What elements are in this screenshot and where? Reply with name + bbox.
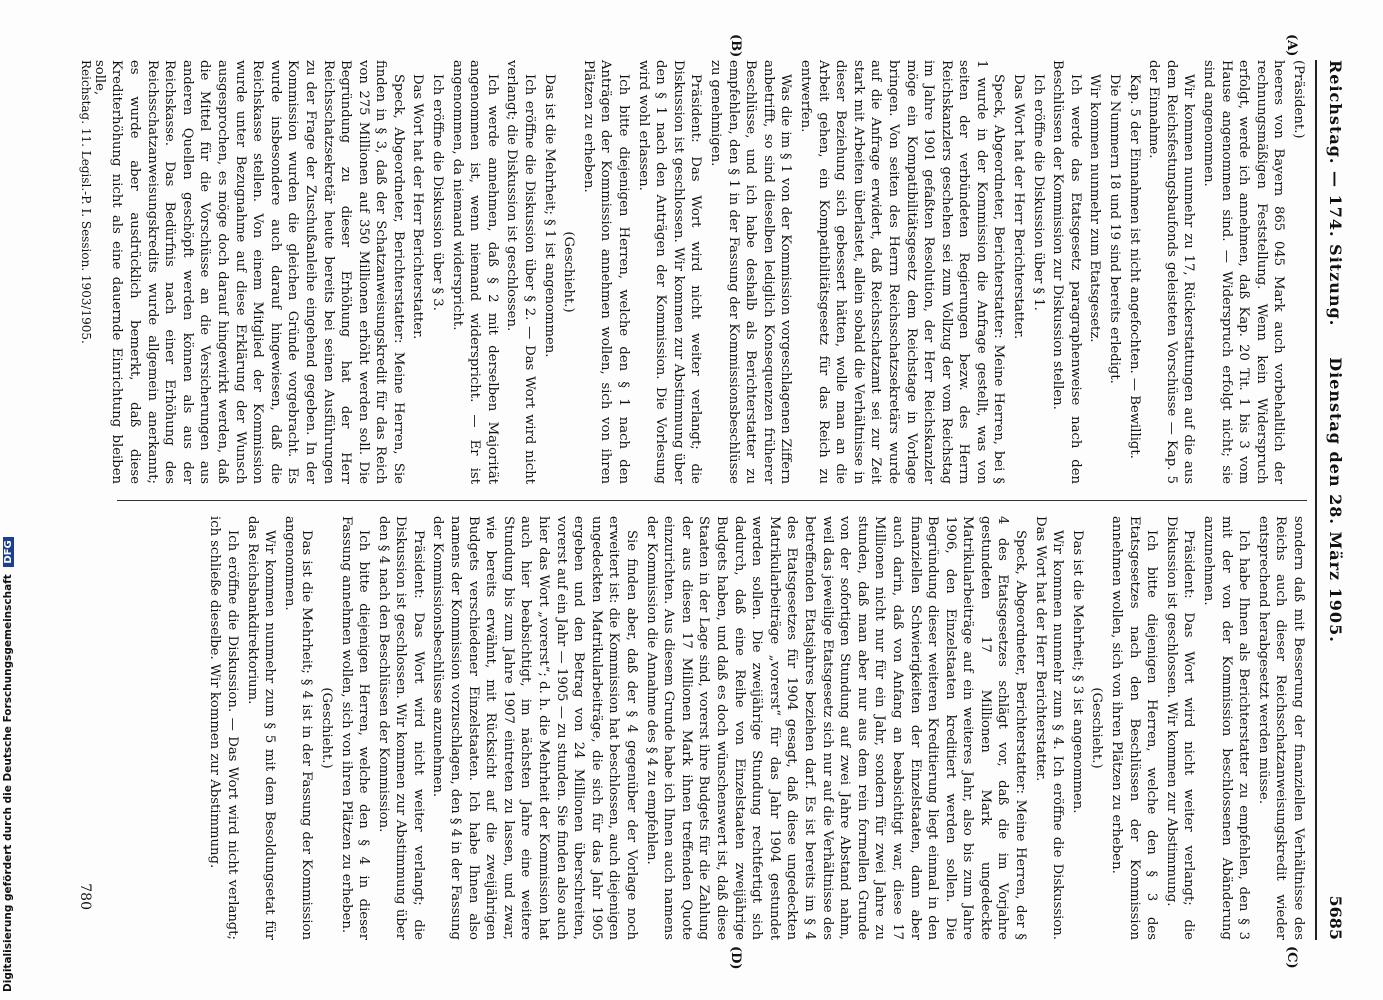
column-divider bbox=[117, 500, 1307, 501]
header-rule bbox=[1315, 60, 1317, 940]
paragraph: (Geschieht.) bbox=[561, 231, 577, 313]
paragraph: Wir kommen nunmehr zum Etatsgesetz. bbox=[1087, 74, 1103, 343]
margin-letter-d: (D) bbox=[728, 946, 743, 970]
margin-letter-b: (B) bbox=[728, 34, 743, 58]
paragraph: Kap. 5 der Einnahmen ist nicht angefochten. — Bewilligt. bbox=[1126, 74, 1142, 459]
paragraph: (Präsident.) bbox=[1291, 60, 1306, 139]
paragraph: Präsident: Das Wort wird nicht weiter verlangt; die Diskussion ist geschlossen. Wir kommen zur Abstimmung. bbox=[1163, 516, 1197, 940]
paragraph: Ich bitte diejenigen Herren, welche den § 1 nach den Anträgen der Kommission annehmen wollen, sich von ihren Plätzen zu erheben. bbox=[580, 60, 632, 484]
paragraph: (Geschieht.) bbox=[1089, 687, 1105, 769]
paragraph: Das ist die Mehrheit; § 1 ist angenommen. bbox=[541, 74, 557, 358]
paragraph: sondern daß mit Besserung der finanziellen Verhältnisse des Reichs auch dieser Reichsschatzanweisungskredit wieder entsprechend herabgesetzt werden müsse. bbox=[1255, 516, 1306, 940]
paragraph: Speck, Abgeordneter, Berichterstatter: Meine Herren, der § 4 des Etatsgesetzes schlägt vor, daß die im Vorjahre gestundeten 17 Millionen Mark ungedeckte Matrikularbeiträge auf ein weiteres Jahr, also bis zum Jahre 1906, den Einzelstaaten kreditiert werden sollen. Die Begründung dieser weiteren Kreditierung liegt einmal in den finanziellen Schwierigkeiten der Einzelstaaten, dann aber auch darin, daß von Anfang an beabsichtigt war, diese 17 Millionen nicht nur für ein Jahr, sondern für zwei Jahre zu stunden, daß man aber nur aus dem rein formellen Grunde von der sofortigen Stundung auf zwei Jahre Abstand nahm, weil das jeweilige Etatsgesetz sich nur auf die Verhältnisse des betreffenden Etatsjahres beziehen darf. Es ist bereits im § 4 des Etatsgesetzes für 1904 gesagt, daß diese ungedeckten Matrikularbeiträge „vorerst“ für das Jahr 1904 gestundet werden sollen. Die zweijährige Stundung rechtfertigt sich dadurch, daß eine Reihe von Einzelstaaten zweijährige Budgets haben, und daß es doch wünschenswert ist, daß diese Staaten in der Lage sind, vorerst ihre Budgets für die Zahlung der aus diesen 17 Millionen Mark ihnen treffenden Quote einzurichten. Aus diesem Grunde habe ich Ihnen auch namens der Kommission die Annahme des § 4 zu empfehlen. bbox=[643, 516, 1029, 940]
right-column bbox=[204, 516, 1307, 940]
left-column bbox=[88, 60, 1307, 484]
paragraph: Ich werde annehmen, daß § 2 mit derselben Majorität angenommen ist, wenn niemand widerspricht. — Er ist angenommen, da niemand widerspricht. bbox=[449, 60, 500, 484]
paragraph: Präsident: Das Wort wird nicht weiter verlangt; die Diskussion ist geschlossen. Wir kommen zur Abstimmung über den § 4 nach den Beschlüssen der Kommission. bbox=[375, 516, 426, 940]
paragraph: Was die im § 1 von der Kommission vorgeschlagenen Ziffern anbetrifft, so sind dieselben lediglich Konsequenzen früherer Beschlüsse, und ich habe deshalb als Berichterstatter zu empfehlen, den § 1 in der Fassung der Kommissionsbeschlüsse zu genehmigen. bbox=[708, 60, 794, 484]
paragraph: Das ist die Mehrheit; § 3 ist angenommen. bbox=[1069, 530, 1085, 814]
paragraph: Ich eröffne die Diskussion über § 2. — Das Wort wird nicht verlangt; die Diskussion ist geschlossen. bbox=[504, 60, 538, 484]
paragraph: heeres von Bayern 865 045 Mark auch vorbehaltlich der rechnungsmäßigen Feststellung. Wenn kein Widerspruch erfolgt, werde ich annehmen, daß Kap. 20 Tit. 1 bis 3 vom Hause angenommen sind. — Widerspruch erfolgt nicht; sie sind angenommen. bbox=[1201, 60, 1287, 484]
page-header bbox=[1315, 60, 1345, 940]
paragraph: (Geschieht.) bbox=[318, 687, 334, 769]
footer-page-number: 780 bbox=[77, 883, 93, 910]
paragraph: Ich werde das Etatsgesetz paragraphenweise nach den Beschlüssen der Kommission zur Diskussion stellen. bbox=[1050, 60, 1083, 484]
paragraph: Ich eröffne die Diskussion über § 1. bbox=[1030, 74, 1046, 311]
footer-left: Reichstag. 11. Legisl.-P. I. Session. 1903/1905. bbox=[79, 60, 93, 344]
dfg-logo: DFG bbox=[3, 537, 14, 566]
funding-note: Digitalisierung gefördert durch die Deutsche Forschungsgemeinschaft bbox=[2, 574, 14, 992]
paragraph: Ich bitte diejenigen Herren, welche den § 4 in dieser Fassung annehmen wollen, sich von ihren Plätzen zu erheben. bbox=[338, 516, 372, 940]
header-center: Dienstag den 28. März 1905. bbox=[1326, 357, 1345, 643]
paragraph: Wir kommen nunmehr zum § 5 mit dem Besoldungsetat für das Reichsbankdirektorium. bbox=[244, 516, 278, 940]
paragraph: Sie finden aber, daß der § 4 gegenüber der Vorlage noch erweitert ist: die Kommission hat beschlossen, auch diejenigen ungedeckten Matrikularbeiträge, die sich für das Jahr 1905 ergeben und den Betrag von 24 Millionen überschreiten, vorerst auf ein Jahr — 1905 — zu stunden. Sie finden also auch hier das Wort „vorerst“; d. h. die Mehrheit der Kommission hat auch hier beabsichtigt, im nächsten Jahre eine weitere Stundung bis zum Jahre 1907 eintreten zu lassen, und zwar, wie bereits erwähnt, mit Rücksicht auf die zweijährigen Budgets verschiedener Einzelstaaten. Ich habe Ihnen also namens der Kommission vorzuschlagen, den § 4 in der Fassung der Kommissionsbeschlüsse anzunehmen. bbox=[430, 516, 640, 940]
paragraph: Ich bitte diejenigen Herren, welche den § 3 des Etatsgesetzes nach den Beschlüssen der Kommission annehmen wollen, sich von ihren Plätzen zu erheben. bbox=[1109, 516, 1160, 940]
paragraph: Wir kommen nunmehr zu 17, Rückerstattungen auf die aus dem Reichsfestungsbaufonds geleisteten Vorschüsse — Kap. 5 der Einnahme. bbox=[1146, 60, 1197, 484]
margin-letter-c: (C) bbox=[1284, 946, 1299, 969]
paragraph: Das Wort hat der Herr Berichterstatter. bbox=[410, 74, 426, 340]
paragraph: Speck, Abgeordneter, Berichterstatter: Meine Herren, bei § 1 wurde in der Kommission die Anfrage gestellt, was von seiten der verbündeten Regierungen bezw. des Herrn Reichskanzlers geschehen sei zum Vollzug der vom Reichstag im Jahre 1901 gefaßten Resolution, der Herr Reichskanzler möge ein Kompatibilitätsgesetz dem Reichstage in Vorlage bringen. Von seiten des Herrn Reichsschatzsekretärs wurde auf die Anfrage erwidert, daß Reichsschatzamt sei zur Zeit stark mit Arbeiten überlastet, allein sobald die Verhältnisse in dieser Beziehung sich gebessert hätten, wolle man an die Arbeit gehen, ein Kompatibilitätsgesetz für das Reich zu entwerfen. bbox=[797, 60, 1007, 484]
paragraph: Ich habe Ihnen als Berichterstatter zu empfehlen, den § 3 mit der von der Kommission beschlossenen Abänderung anzunehmen. bbox=[1201, 516, 1252, 940]
funding-sidebar bbox=[2, 540, 16, 992]
header-left: Reichstag. — 174. Sitzung. bbox=[1326, 60, 1345, 327]
paragraph: Ich eröffne die Diskussion. — Das Wort wird nicht verlangt; ich schließe dieselbe. Wir kommen zur Abstimmung. bbox=[207, 516, 240, 940]
paragraph: Die Nummern 18 und 19 sind bereits erledigt. bbox=[1107, 74, 1123, 384]
paragraph: Das Wort hat der Herr Berichterstatter. bbox=[1011, 74, 1027, 340]
paragraph: Das ist die Mehrheit; § 4 ist in der Fassung der Kommission angenommen. bbox=[281, 516, 315, 940]
paragraph: Speck, Abgeordneter, Berichterstatter: Meine Herren, Sie finden in § 3, daß der Schatzanweisungskredit für das Reich von 275 Millionen auf 350 Millionen erhöht werden soll. Die Begründung zu dieser Erhöhung hat der Herr Reichsschatzsekretär heute bereits bei seinen Ausführungen zu der Frage der Zuschußanleihe eingehend gegeben. In der Kommission wurden die gleichen Gründe vorgebracht. Es wurde insbesondere auch darauf hingewiesen, daß die Reichskasse stellen. Von einem Mitglied der Kommission wurde unter Bezugnahme auf diese Erklärung der Wunsch ausgesprochen, es möge doch darauf hingewirkt werden, daß die Mittel für die Vorschüsse an die Versicherungen aus anderen Quellen geschöpft werden können als aus der Reichskasse. Das Bedürfnis nach einer Erhöhung des Reichsschatzanweisungskredits wurde allgemein anerkannt; es wurde aber ausdrücklich bemerkt, daß diese Krediterhöhung nicht als eine dauernde Einrichtung bleiben solle, bbox=[91, 60, 406, 484]
paragraph: Wir kommen nunmehr zum § 4. Ich eröffne die Diskussion. Das Wort hat der Herr Berichterstatter. bbox=[1032, 516, 1066, 940]
margin-letter-a: (A) bbox=[1284, 34, 1299, 57]
page-number: 5685 bbox=[1326, 895, 1345, 940]
paragraph: Präsident: Das Wort wird nicht weiter verlangt; die Diskussion ist geschlossen. Wir kommen zur Abstimmung über den § 1 nach den Anträgen der Kommission. Die Vorlesung wird wohl erlassen. bbox=[635, 60, 704, 484]
paragraph: Ich eröffne die Diskussion über § 3. bbox=[430, 74, 446, 311]
